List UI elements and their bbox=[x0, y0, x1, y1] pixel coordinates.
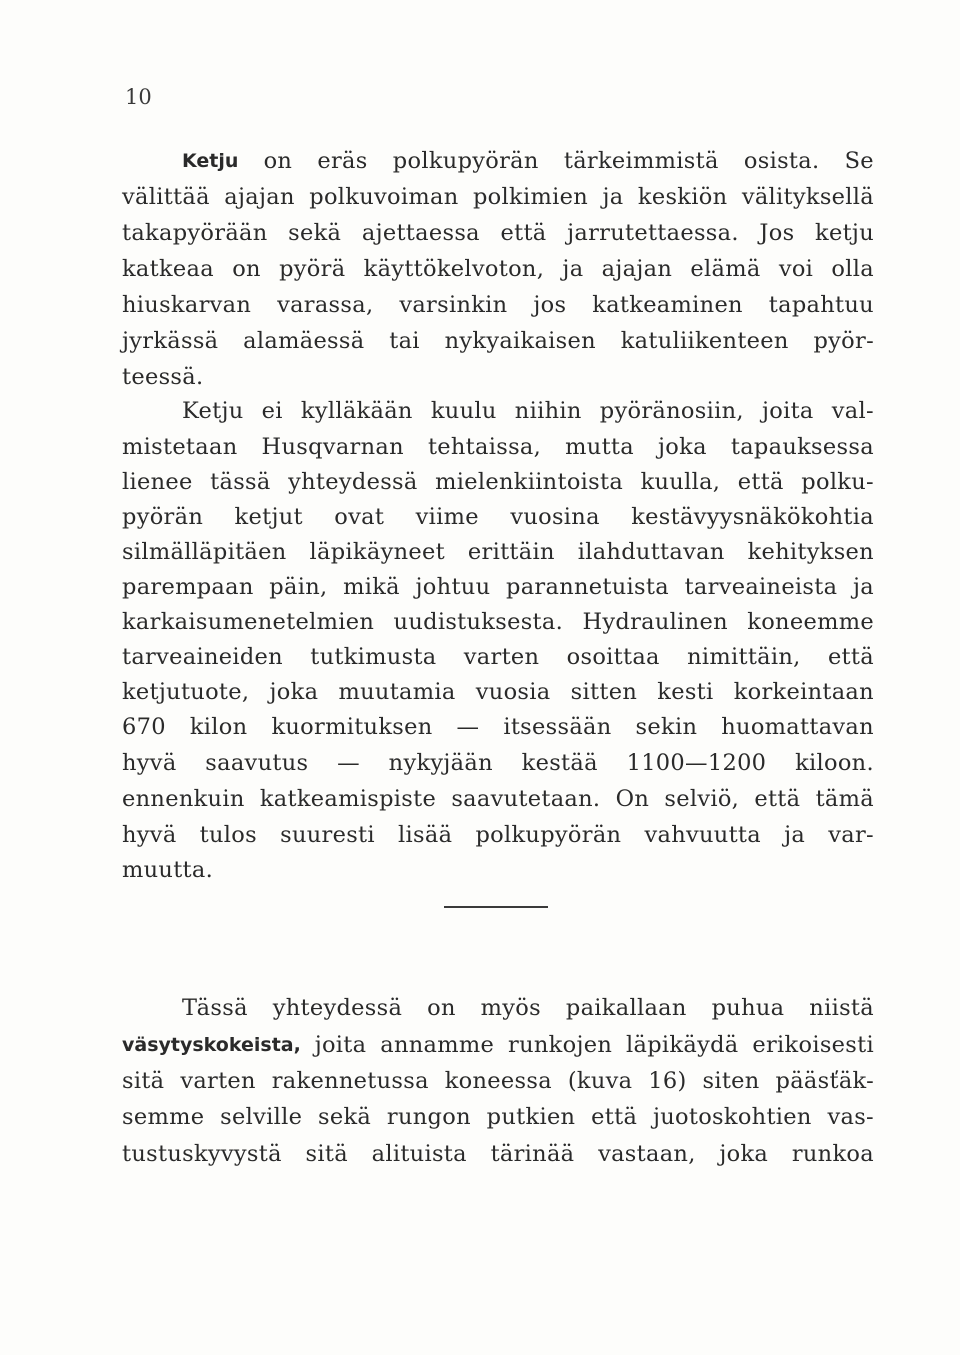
word: ja bbox=[562, 256, 584, 282]
text-line bbox=[122, 467, 874, 497]
word: on bbox=[232, 256, 261, 282]
word: että bbox=[827, 644, 874, 670]
word: ja bbox=[852, 574, 874, 600]
word: katkeaminen bbox=[592, 292, 743, 318]
word: saavutus bbox=[205, 750, 309, 776]
word: lisää bbox=[398, 822, 453, 848]
word: ajajan bbox=[224, 184, 295, 210]
word: Ketju bbox=[182, 398, 244, 424]
word: Se bbox=[844, 148, 874, 174]
word: karkaisumenetelmien bbox=[122, 609, 375, 635]
word: joka bbox=[269, 679, 319, 705]
word: muutta. bbox=[122, 857, 214, 883]
word: vuosia bbox=[475, 679, 551, 705]
text-line bbox=[182, 146, 874, 176]
word: ovat bbox=[334, 504, 385, 530]
text-line bbox=[122, 290, 874, 320]
word: tässä bbox=[210, 469, 271, 495]
word: silmälläpitäen bbox=[122, 539, 287, 565]
word: puhua bbox=[711, 995, 785, 1021]
word: kylläkään bbox=[300, 398, 413, 424]
word: tutkimusta bbox=[310, 644, 437, 670]
word: kehityksen bbox=[747, 539, 874, 565]
word: parannetuista bbox=[506, 574, 669, 600]
word: väsytyskokeista, bbox=[122, 1034, 301, 1056]
word: joka bbox=[658, 434, 707, 460]
text-line bbox=[122, 1030, 874, 1060]
text-line bbox=[122, 820, 874, 850]
word: 16) bbox=[648, 1068, 687, 1094]
word: että bbox=[754, 786, 801, 812]
word: katkeamispiste bbox=[259, 786, 437, 812]
word: sekä bbox=[318, 1104, 372, 1130]
word: kuulla, bbox=[640, 469, 721, 495]
word: sitä bbox=[122, 1068, 165, 1094]
word: keskiön bbox=[637, 184, 728, 210]
text-line bbox=[182, 396, 874, 426]
word: kilon bbox=[189, 714, 248, 740]
word: hyvä bbox=[122, 750, 177, 776]
text-line bbox=[122, 712, 874, 742]
word: päin, bbox=[269, 574, 328, 600]
word: koneessa bbox=[444, 1068, 552, 1094]
word: ja bbox=[784, 822, 806, 848]
word: rakennetussa bbox=[271, 1068, 429, 1094]
text-line bbox=[122, 218, 874, 248]
word: korkeintaan bbox=[733, 679, 874, 705]
word: huomattavan bbox=[721, 714, 874, 740]
word: läpikäydä bbox=[626, 1032, 739, 1058]
word: tapauksessa bbox=[730, 434, 874, 460]
word: hyvä bbox=[122, 822, 177, 848]
word: parempaan bbox=[122, 574, 254, 600]
word: juotoskohtien bbox=[652, 1104, 812, 1130]
word: voi bbox=[778, 256, 814, 282]
word: 670 bbox=[122, 714, 166, 740]
word: varsinkin bbox=[399, 292, 508, 318]
word: erittäin bbox=[467, 539, 555, 565]
word: kiloon. bbox=[795, 750, 874, 776]
word: takapyörään bbox=[122, 220, 268, 246]
word: mikä bbox=[343, 574, 400, 600]
word: kestävyysnäkökohtia bbox=[631, 504, 874, 530]
word: pyörä bbox=[279, 256, 346, 282]
word: alamäessä bbox=[243, 328, 365, 354]
word: viime bbox=[415, 504, 479, 530]
word: 1100—1200 bbox=[626, 750, 767, 776]
word: semme bbox=[122, 1104, 205, 1130]
word: siten bbox=[702, 1068, 760, 1094]
text-line bbox=[122, 432, 874, 462]
word: tarveaineista bbox=[684, 574, 838, 600]
word: tarveaineiden bbox=[122, 644, 283, 670]
word: joita bbox=[314, 1032, 367, 1058]
text-line bbox=[122, 607, 874, 637]
text-line bbox=[122, 572, 874, 602]
word: katkeaa bbox=[122, 256, 214, 282]
word: elämä bbox=[690, 256, 761, 282]
word: osoittaa bbox=[566, 644, 660, 670]
word: ketjutuote, bbox=[122, 679, 250, 705]
word: yhteydessä bbox=[288, 469, 418, 495]
word: nykyjään bbox=[388, 750, 493, 776]
text-line bbox=[122, 326, 874, 356]
word: pääsťäk- bbox=[775, 1068, 874, 1094]
word: rungon bbox=[386, 1104, 471, 1130]
word: paikallaan bbox=[565, 995, 687, 1021]
word: olla bbox=[831, 256, 874, 282]
word: yhteydessä bbox=[272, 995, 403, 1021]
word: varassa, bbox=[277, 292, 374, 318]
word: tustuskyvystä bbox=[122, 1141, 282, 1167]
text-line bbox=[122, 182, 874, 212]
word: putkien bbox=[486, 1104, 576, 1130]
word: mielenkiintoista bbox=[435, 469, 624, 495]
word: tärinää bbox=[490, 1141, 575, 1167]
word: sitä bbox=[305, 1141, 348, 1167]
word: tehtaissa, bbox=[427, 434, 542, 460]
word: annamme bbox=[380, 1032, 495, 1058]
word: polkupyörän bbox=[392, 148, 539, 174]
word: ajajan bbox=[601, 256, 673, 282]
text-line bbox=[122, 502, 874, 532]
word: ketju bbox=[815, 220, 874, 246]
word: ilahduttavan bbox=[577, 539, 725, 565]
word: ei bbox=[261, 398, 283, 424]
word: Hydraulinen bbox=[582, 609, 728, 635]
word: On bbox=[615, 786, 650, 812]
word: saavutetaan. bbox=[451, 786, 601, 812]
text-line bbox=[182, 993, 874, 1023]
word: osista. bbox=[743, 148, 820, 174]
word: on bbox=[427, 995, 456, 1021]
text-line bbox=[122, 1102, 874, 1132]
word: Jos bbox=[759, 220, 795, 246]
word: pyör- bbox=[813, 328, 874, 354]
word: muutamia bbox=[338, 679, 456, 705]
text-line bbox=[122, 677, 874, 707]
word: vas- bbox=[827, 1104, 874, 1130]
word: on bbox=[263, 148, 293, 174]
word: mutta bbox=[565, 434, 634, 460]
word: pyöränosiin, bbox=[599, 398, 744, 424]
word: itsessään bbox=[503, 714, 612, 740]
word: ennenkuin bbox=[122, 786, 245, 812]
text-line bbox=[122, 642, 874, 672]
word: val- bbox=[831, 398, 874, 424]
word: teessä. bbox=[122, 364, 204, 390]
word: niihin bbox=[514, 398, 582, 424]
word: Husqvarnan bbox=[261, 434, 404, 460]
word: joita bbox=[761, 398, 814, 424]
word: niistä bbox=[809, 995, 874, 1021]
word: että bbox=[591, 1104, 638, 1130]
word: runkojen bbox=[508, 1032, 613, 1058]
word: suuresti bbox=[280, 822, 375, 848]
word: mistetaan bbox=[122, 434, 238, 460]
text-line bbox=[122, 855, 213, 885]
word: lienee bbox=[122, 469, 193, 495]
word: sekä bbox=[288, 220, 342, 246]
word: polkuvoiman bbox=[309, 184, 459, 210]
word: tämä bbox=[815, 786, 874, 812]
word: että bbox=[500, 220, 547, 246]
page-number: 10 bbox=[125, 85, 152, 109]
word: selviö, bbox=[664, 786, 740, 812]
word: varten bbox=[463, 644, 540, 670]
word: — bbox=[456, 714, 480, 740]
word: käyttökelvoton, bbox=[363, 256, 545, 282]
word: kesti bbox=[657, 679, 714, 705]
text-line bbox=[122, 1139, 874, 1169]
word: että bbox=[737, 469, 784, 495]
word: tärkeimmistä bbox=[563, 148, 719, 174]
word: jos bbox=[533, 292, 567, 318]
word: pyörän bbox=[122, 504, 204, 530]
word: ajettaessa bbox=[361, 220, 480, 246]
word: myös bbox=[480, 995, 541, 1021]
section-divider bbox=[444, 906, 548, 908]
word: sekin bbox=[635, 714, 698, 740]
word: eräs bbox=[317, 148, 368, 174]
word: koneemme bbox=[747, 609, 874, 635]
word: selville bbox=[220, 1104, 303, 1130]
word: tulos bbox=[199, 822, 257, 848]
word: polkupyörän bbox=[475, 822, 622, 848]
word: jyrkässä bbox=[122, 328, 219, 354]
word: vastaan, bbox=[598, 1141, 696, 1167]
word: johtuu bbox=[415, 574, 491, 600]
word: polkimien bbox=[472, 184, 588, 210]
word: Ketju bbox=[182, 150, 239, 172]
word: — bbox=[337, 750, 360, 776]
word: (kuva bbox=[567, 1068, 633, 1094]
word: sitten bbox=[570, 679, 638, 705]
word: joka bbox=[719, 1141, 769, 1167]
word: vahvuutta bbox=[644, 822, 761, 848]
word: var- bbox=[828, 822, 874, 848]
word: hiuskarvan bbox=[122, 292, 252, 318]
word: välittää bbox=[122, 184, 210, 210]
text-line bbox=[122, 1066, 874, 1096]
text-line bbox=[122, 362, 203, 392]
word: läpikäyneet bbox=[309, 539, 445, 565]
word: kuulu bbox=[430, 398, 497, 424]
word: ja bbox=[602, 184, 624, 210]
word: vuosina bbox=[510, 504, 600, 530]
text-line bbox=[122, 254, 874, 284]
word: ketjut bbox=[234, 504, 303, 530]
word: nimittäin, bbox=[687, 644, 801, 670]
word: katuliikenteen bbox=[620, 328, 789, 354]
word: Tässä bbox=[182, 995, 248, 1021]
word: kestää bbox=[521, 750, 598, 776]
word: välityksellä bbox=[741, 184, 874, 210]
word: uudistuksesta. bbox=[393, 609, 564, 635]
word: erikoisesti bbox=[752, 1032, 874, 1058]
word: nykyaikaisen bbox=[444, 328, 596, 354]
word: kuormituksen bbox=[271, 714, 433, 740]
word: varten bbox=[180, 1068, 256, 1094]
word: alituista bbox=[371, 1141, 467, 1167]
word: tai bbox=[389, 328, 420, 354]
word: jarrutettaessa. bbox=[567, 220, 739, 246]
text-line bbox=[122, 537, 874, 567]
word: tapahtuu bbox=[768, 292, 874, 318]
text-line bbox=[122, 748, 874, 778]
word: runkoa bbox=[791, 1141, 874, 1167]
text-line bbox=[122, 784, 874, 814]
word: polku- bbox=[801, 469, 874, 495]
